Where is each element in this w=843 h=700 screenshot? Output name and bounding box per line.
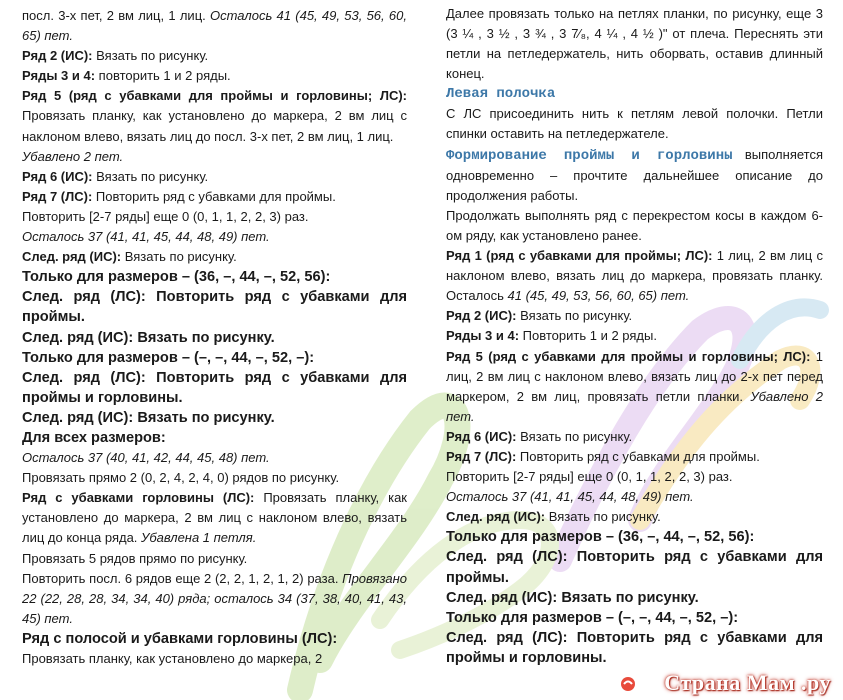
- left-column-paragraph: [22, 267, 407, 287]
- italic-note: Убавлено 2 пет.: [446, 388, 823, 424]
- left-column-paragraph: [22, 488, 407, 548]
- text-run: посл. 3-х пет, 2 вм лиц, 1 лиц.: [22, 8, 211, 23]
- right-column-paragraph: [446, 326, 823, 346]
- text-run: Вязать по рисунку.: [516, 428, 633, 444]
- text-run: 1 лиц, 2 вм лиц с наклоном влево, вязать лиц до 2-х пет перед маркером, 2 вм лиц, провязать петли планки.: [446, 348, 823, 404]
- bold-label: Ряд 2 (ИС):: [22, 48, 93, 64]
- italic-note: 41 (45, 49, 53, 56, 60, 65) пет.: [507, 288, 690, 304]
- left-column-paragraph: [22, 368, 407, 408]
- left-column-paragraph: [22, 649, 407, 669]
- bold-label: Ряд 7 (ЛС):: [446, 448, 517, 464]
- left-column-paragraph: [22, 287, 407, 327]
- bold-label: Только для размеров – (–, –, 44, –, 52, –):: [22, 349, 315, 366]
- bold-label: След. ряд (ИС):: [446, 509, 546, 525]
- bold-label: Ряд 6 (ИС):: [22, 168, 93, 184]
- section-heading: Левая полочка: [446, 86, 556, 103]
- section-heading: Формирование проймы и горловины: [446, 147, 733, 164]
- text-run: Повторить 1 и 2 ряды.: [519, 328, 657, 344]
- text-run: Повторить ряд с убавками для проймы и горловины.: [446, 629, 823, 666]
- text-run: Продолжать выполнять ряд с перекрестом косы в каждом 6-ом ряду, как установлено ранее.: [446, 207, 823, 243]
- text-run: Вязать по рисунку.: [92, 48, 209, 64]
- bold-label: Только для размеров – (36, –, 44, –, 52, 56):: [22, 269, 331, 286]
- italic-note: Убавлена 1 петля.: [141, 530, 257, 546]
- brand-stork-icon: [619, 675, 637, 693]
- left-column-paragraph: [22, 348, 407, 368]
- bold-label: Для всех размеров:: [22, 429, 166, 446]
- left-column-paragraph: [22, 448, 407, 468]
- text-run: Повторить ряд с убавками для проймы.: [516, 448, 760, 464]
- bold-label: Ряд 2 (ИС):: [446, 308, 517, 324]
- brand-watermark: Страна Мам .ру: [664, 670, 831, 695]
- right-column-paragraph: [446, 4, 823, 84]
- left-column-paragraph: [22, 147, 407, 167]
- text-run: Повторить ряд с убавками для проймы и горловины.: [22, 369, 407, 406]
- left-column-paragraph: [22, 408, 407, 428]
- bold-label: След. ряд (ИС):: [22, 249, 122, 265]
- left-column-paragraph: [22, 86, 407, 146]
- bold-label: Ряд 5 (ряд с убавками для проймы и горловины; ЛС):: [446, 348, 811, 364]
- bold-label: Только для размеров – (–, –, 44, –, 52, –):: [446, 609, 739, 626]
- bold-label: Ряды 3 и 4:: [446, 328, 520, 344]
- bold-label: Только для размеров – (36, –, 44, –, 52, 56):: [446, 529, 755, 546]
- text-run: С ЛС присоединить нить к петлям левой полочки. Петли спинки оставить на петледержателе.: [446, 106, 823, 142]
- right-column-paragraph: [446, 206, 823, 246]
- bold-label: След. ряд (ИС):: [446, 589, 558, 606]
- right-column-paragraph: [446, 347, 823, 427]
- bold-label: Ряд с полосой и убавками горловины (ЛС):: [22, 630, 338, 647]
- text-run: Провязать планку, как установлено до маркера, 2 вм лиц с наклоном влево, вязать лиц до конца ряда.: [22, 490, 407, 546]
- left-column-paragraph: [22, 46, 407, 66]
- right-column-paragraph: [446, 306, 823, 326]
- left-column-paragraph: [22, 428, 407, 448]
- bold-label: Ряд 7 (ЛС):: [22, 188, 93, 204]
- left-column-paragraph: [22, 247, 407, 267]
- bold-label: Ряды 3 и 4:: [22, 68, 96, 84]
- italic-note: Осталось 37 (40, 41, 42, 44, 45, 48) пет.: [22, 450, 270, 466]
- right-column-paragraph: [446, 487, 823, 507]
- right-column-paragraph: [446, 467, 823, 487]
- text-run: Вязать по рисунку.: [133, 329, 275, 346]
- text-run: Вязать по рисунку.: [133, 409, 275, 426]
- right-column-paragraph: [446, 507, 823, 527]
- left-column-paragraph: [22, 187, 407, 207]
- italic-note: Провязано 22 (22, 28, 28, 34, 34, 40) ряда; осталось 34 (37, 38, 40, 41, 43, 45) пет.: [22, 570, 407, 626]
- bold-label: Ряд 1 (ряд с убавками для проймы; ЛС):: [446, 248, 713, 264]
- left-column-paragraph: [22, 629, 407, 649]
- bold-label: След. ряд (ИС):: [22, 329, 134, 346]
- right-column-paragraph: [446, 104, 823, 144]
- text-run: Провязать планку, как установлено до маркера, 2 вм лиц с наклоном влево, вязать лиц до посл. 3-х пет, 2 вм лиц, 1 лиц.: [22, 108, 407, 144]
- left-column-paragraph: [22, 167, 407, 187]
- text-run: Вязать по рисунку.: [121, 249, 237, 265]
- left-column-paragraph: [22, 207, 407, 227]
- text-run: 1 лиц, 2 вм лиц с наклоном влево, вязать лиц до маркера, провязать планку. Осталось: [446, 248, 823, 304]
- text-run: Вязать по рисунку.: [545, 509, 661, 525]
- text-run: Далее провязать только на петлях планки, по рисунку, еще 3 (3 ¼ , 3 ½ , 3 ¾ , 3 7⁄₈, 4 ¼ , 4 ½ )" от плеча. Переснять эти петли на петледержатель, нить оборвать, оставив длинный конец.: [446, 6, 823, 82]
- right-column-paragraph: [446, 608, 823, 628]
- text-run: Вязать по рисунку.: [557, 589, 699, 606]
- text-run: повторить 1 и 2 ряды.: [95, 68, 231, 84]
- italic-note: Осталось 37 (41, 41, 45, 44, 48, 49) пет.: [22, 229, 270, 245]
- left-column-paragraph: [22, 569, 407, 629]
- bold-label: Ряд 5 (ряд с убавками для проймы и горловины; ЛС):: [22, 88, 407, 104]
- right-column-paragraph: [446, 427, 823, 447]
- left-column-paragraph: [22, 549, 407, 569]
- right-column-paragraph: [446, 84, 823, 104]
- text-run: Провязать прямо 2 (0, 2, 4, 2, 4, 0) рядов по рисунку.: [22, 470, 340, 486]
- left-column-paragraph: [22, 328, 407, 348]
- right-column-paragraph: [446, 246, 823, 306]
- bold-label: След. ряд (ЛС):: [446, 549, 568, 566]
- bold-label: След. ряд (ИС):: [22, 409, 134, 426]
- left-column-paragraph: [22, 227, 407, 247]
- bold-label: Ряд 6 (ИС):: [446, 428, 517, 444]
- right-column-paragraph: [446, 628, 823, 668]
- text-run: Повторить [2-7 ряды] еще 0 (0, 1, 1, 2, 2, 3) раз.: [22, 208, 309, 224]
- text-run: Повторить [2-7 ряды] еще 0 (0, 1, 1, 2, 2, 3) раз.: [446, 469, 733, 485]
- bold-label: След. ряд (ЛС):: [22, 369, 146, 386]
- text-run: Провязать 5 рядов прямо по рисунку.: [22, 550, 248, 566]
- text-run: выполняется одновременно – прочтите дальнейшее описание до продолжения работы.: [446, 146, 823, 203]
- left-column-paragraph: [22, 468, 407, 488]
- text-run: Повторить ряд с убавками для проймы.: [92, 188, 336, 204]
- bold-label: Ряд с убавками горловины (ЛС):: [22, 490, 255, 506]
- text-run: Повторить ряд с убавками для проймы.: [22, 289, 407, 326]
- italic-note: Осталось 37 (41, 41, 45, 44, 48, 49) пет.: [446, 489, 694, 505]
- right-column-paragraph: [446, 588, 823, 608]
- text-run: Провязать планку, как установлено до маркера, 2: [22, 651, 323, 666]
- right-column-paragraph: [446, 527, 823, 547]
- right-column-paragraph: [446, 547, 823, 587]
- bold-label: След. ряд (ЛС):: [446, 629, 568, 646]
- right-column-paragraph: [446, 145, 823, 206]
- italic-note: Убавлено 2 пет.: [22, 148, 124, 164]
- text-run: Повторить ряд с убавками для проймы.: [446, 549, 823, 586]
- text-run: Вязать по рисунку.: [516, 308, 633, 324]
- text-run: Вязать по рисунку.: [92, 168, 209, 184]
- text-run: Повторить посл. 6 рядов еще 2 (2, 2, 1, 2, 1, 2) раза.: [22, 570, 343, 586]
- left-column-paragraph: [22, 6, 407, 46]
- left-column-paragraph: [22, 66, 407, 86]
- italic-note: Осталось 41 (45, 49, 53, 56, 60, 65) пет.: [22, 8, 407, 44]
- right-column-paragraph: [446, 447, 823, 467]
- bold-label: След. ряд (ЛС):: [22, 289, 146, 306]
